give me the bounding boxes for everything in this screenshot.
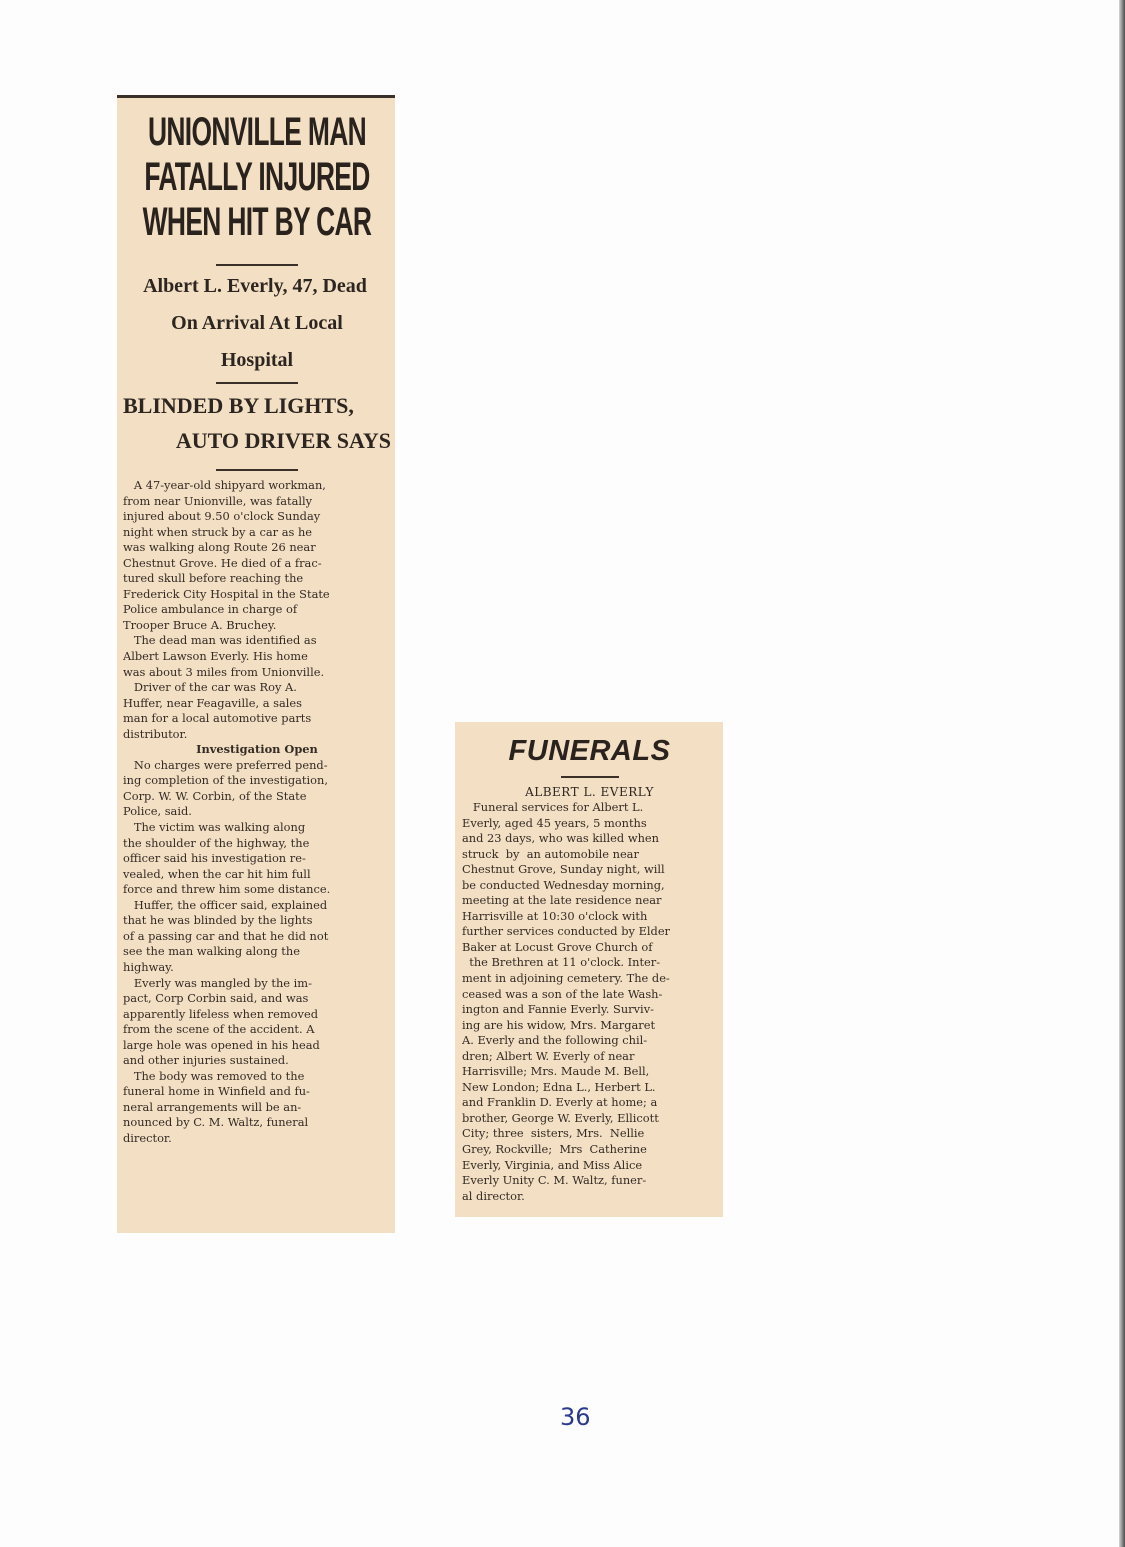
notice-line: further services conducted by Elder: [462, 924, 671, 939]
article-line: A 47-year-old shipyard workman,: [123, 478, 326, 492]
subheadline-line: Albert L. Everly, 47, Dead: [143, 275, 367, 297]
notice-line: ceased was a son of the late Wash-: [462, 986, 663, 1001]
article-line: see the man walking along the: [123, 944, 300, 959]
article-line: Corp. W. W. Corbin, of the State: [123, 788, 307, 803]
article-line: No charges were preferred pend-: [123, 757, 328, 772]
headline: [125, 110, 389, 245]
subheadline-line: Hospital: [220, 349, 294, 371]
page-number: 36: [560, 1403, 591, 1431]
secondary-headline: [123, 388, 391, 458]
news-clipping-accident: [117, 95, 395, 1233]
subheadline-line: On Arrival At Local: [171, 312, 343, 334]
notice-line: the Brethren at 11 o'clock. Inter-: [462, 955, 661, 970]
article-line: ing completion of the investigation,: [123, 773, 328, 788]
funerals-title: FUNERALS: [508, 735, 671, 767]
article-line: highway.: [123, 959, 174, 974]
notice-line: Chestnut Grove, Sunday night, will: [462, 862, 665, 877]
notice-line: Grey, Rockville; Mrs Catherine: [462, 1142, 647, 1157]
article-line: the shoulder of the highway, the: [123, 835, 310, 850]
article-body: [123, 478, 391, 1147]
article-line: pact, Corp Corbin said, and was: [123, 991, 309, 1006]
divider-rule: [561, 776, 619, 778]
notice-line: A. Everly and the following chil-: [462, 1033, 648, 1048]
article-line: was walking along Route 26 near: [123, 540, 316, 555]
notice-line: Everly Unity C. M. Waltz, funer-: [462, 1173, 647, 1188]
news-clipping-funerals: [455, 722, 723, 1217]
headline-line: UNIONVILLE MAN: [147, 110, 367, 154]
notice-line: al director.: [462, 1188, 525, 1203]
article-line: Huffer, near Feagaville, a sales: [123, 695, 302, 710]
notice-line: be conducted Wednesday morning,: [462, 877, 665, 892]
article-line: that he was blinded by the lights: [123, 913, 313, 928]
subheadline: [123, 268, 391, 379]
article-line: Frederick City Hospital in the State: [123, 586, 330, 601]
article-line: night when struck by a car as he: [123, 524, 313, 539]
article-line: distributor.: [123, 726, 188, 741]
headline-line: FATALLY INJURED: [144, 155, 370, 199]
article-line: The body was removed to the: [123, 1068, 305, 1083]
article-line: Chestnut Grove. He died of a frac-: [123, 555, 322, 570]
secondary-headline-line: BLINDED BY LIGHTS,: [123, 393, 354, 418]
notice-line: Baker at Locust Grove Church of: [462, 939, 653, 954]
notice-line: Everly, Virginia, and Miss Alice: [462, 1157, 643, 1172]
divider-rule: [216, 469, 298, 471]
article-line: man for a local automotive parts: [123, 711, 312, 726]
article-line: injured about 9.50 o'clock Sunday: [123, 509, 321, 524]
article-line: neral arrangements will be an-: [123, 1099, 302, 1114]
article-line: Police, said.: [123, 804, 192, 819]
divider-rule: [216, 264, 298, 266]
page-edge-shadow: [1119, 0, 1125, 1547]
article-line: Trooper Bruce A. Bruchey.: [123, 617, 277, 632]
notice-line: ington and Fannie Everly. Surviv-: [462, 1002, 654, 1017]
article-line: from the scene of the accident. A: [123, 1022, 315, 1037]
article-line: of a passing car and that he did not: [123, 928, 329, 943]
divider-rule: [216, 382, 298, 384]
article-line: nounced by C. M. Waltz, funeral: [123, 1115, 309, 1130]
notice-line: ment in adjoining cemetery. The de-: [462, 971, 670, 986]
article-line: large hole was opened in his head: [123, 1037, 320, 1052]
article-line: Everly was mangled by the im-: [123, 975, 312, 990]
notice-line: struck by an automobile near: [462, 846, 639, 861]
notice-line: meeting at the late residence near: [462, 893, 662, 908]
notice-line: Harrisville; Mrs. Maude M. Bell,: [462, 1064, 650, 1079]
article-line: force and threw him some distance.: [123, 882, 331, 897]
article-line: apparently lifeless when removed: [123, 1006, 318, 1021]
notice-line: New London; Edna L., Herbert L.: [462, 1079, 656, 1094]
notice-line: dren; Albert W. Everly of near: [462, 1048, 635, 1063]
article-subhead: Investigation Open: [196, 742, 318, 757]
article-line: The dead man was identified as: [123, 633, 317, 648]
article-line: tured skull before reaching the: [123, 571, 304, 586]
notice-line: and 23 days, who was killed when: [462, 831, 659, 846]
secondary-headline-line: AUTO DRIVER SAYS: [175, 428, 391, 453]
deceased-name: ALBERT L. EVERLY: [525, 785, 654, 799]
article-line: Albert Lawson Everly. His home: [123, 649, 308, 664]
article-line: was about 3 miles from Unionville.: [123, 664, 325, 679]
article-line: officer said his investigation re-: [123, 851, 306, 866]
article-line: Huffer, the officer said, explained: [123, 897, 328, 912]
article-line: Driver of the car was Roy A.: [123, 680, 297, 695]
notice-line: brother, George W. Everly, Ellicott: [462, 1110, 659, 1125]
notice-line: Funeral services for Albert L.: [462, 800, 644, 814]
article-line: from near Unionville, was fatally: [123, 493, 313, 508]
notice-line: City; three sisters, Mrs. Nellie: [462, 1126, 645, 1141]
article-line: vealed, when the car hit him full: [123, 866, 311, 881]
article-line: Police ambulance in charge of: [123, 602, 298, 617]
article-line: funeral home in Winfield and fu-: [123, 1084, 310, 1099]
funeral-notice-body: [462, 800, 717, 1204]
headline-line: WHEN HIT BY CAR: [142, 200, 372, 244]
article-line: and other injuries sustained.: [123, 1053, 289, 1068]
notice-line: Everly, aged 45 years, 5 months: [462, 815, 647, 830]
notice-line: Harrisville at 10:30 o'clock with: [462, 908, 648, 923]
notice-line: ing are his widow, Mrs. Margaret: [462, 1017, 656, 1032]
notice-line: and Franklin D. Everly at home; a: [462, 1095, 658, 1110]
article-line: The victim was walking along: [123, 820, 306, 835]
article-line: director.: [123, 1130, 172, 1145]
